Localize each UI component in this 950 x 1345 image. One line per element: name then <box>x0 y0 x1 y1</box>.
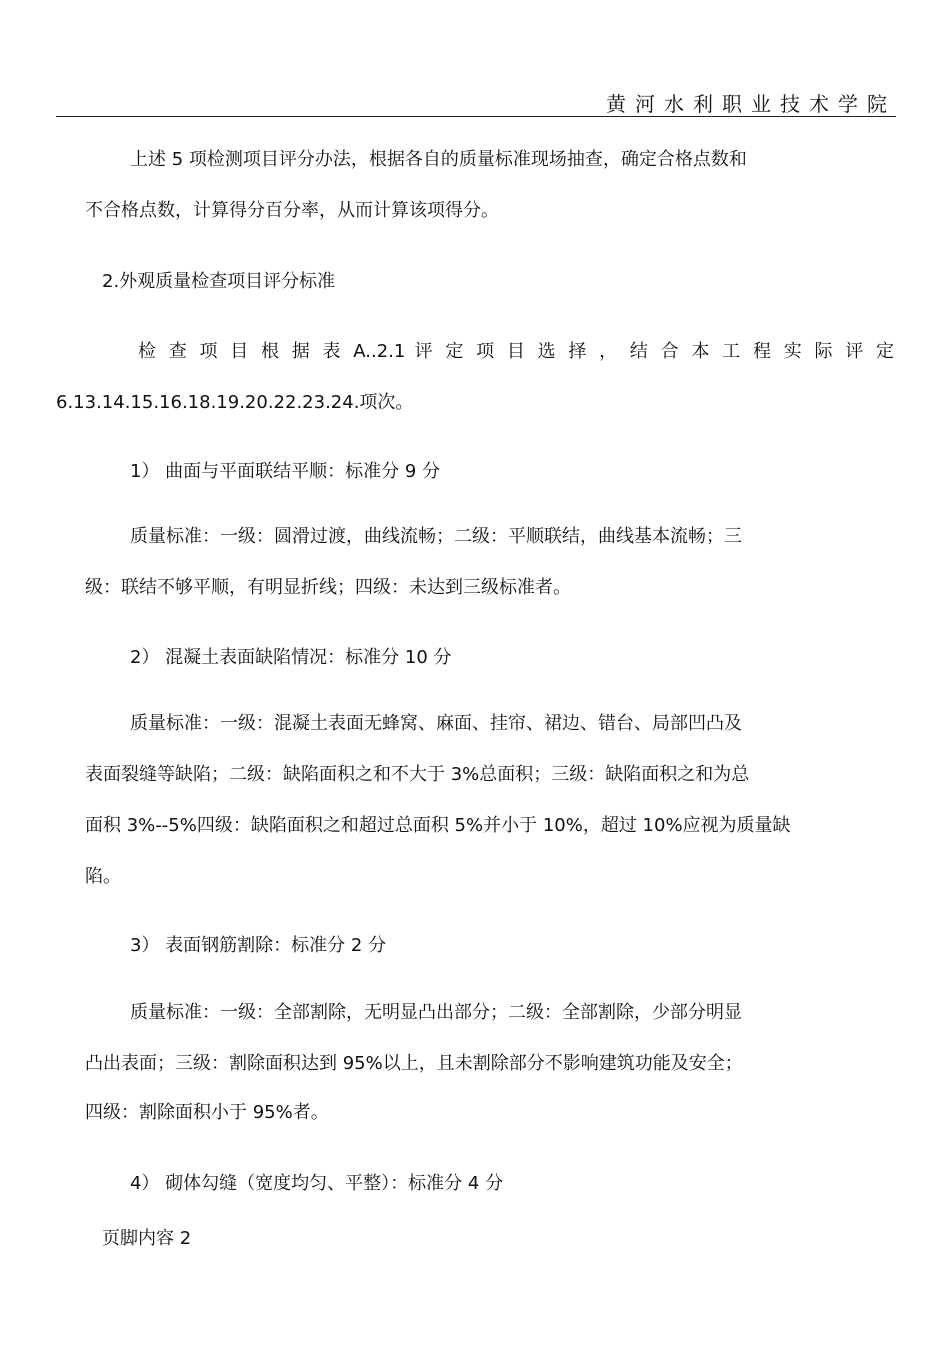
paragraph-line: 6.13.14.15.16.18.19.20.22.23.24.项次。 <box>56 392 414 413</box>
paragraph-line: 面积 3%--5%四级：缺陷面积之和超过总面积 5%并小于 10%，超过 10%应视为质量缺 <box>85 815 791 836</box>
paragraph-line: 陷。 <box>85 866 121 887</box>
paragraph-line: 质量标准：一级：全部割除，无明显凸出部分；二级：全部割除，少部分明显 <box>130 1002 742 1023</box>
section-heading: 2.外观质量检查项目评分标准 <box>102 271 336 292</box>
paragraph-line: 质量标准：一级：圆滑过渡，曲线流畅；二级：平顺联结，曲线基本流畅；三 <box>130 526 742 547</box>
header-title: 黄河水利职业技术学院 <box>606 92 896 116</box>
item-heading: 4） 砌体勾缝（宽度均匀、平整）：标准分 4 分 <box>130 1173 504 1194</box>
paragraph-line: 四级：割除面积小于 95%者。 <box>85 1102 329 1123</box>
paragraph-line: 级：联结不够平顺，有明显折线；四级：未达到三级标准者。 <box>85 577 571 598</box>
paragraph-line: 不合格点数，计算得分百分率，从而计算该项得分。 <box>85 200 499 221</box>
page-header <box>56 88 896 117</box>
page-footer: 页脚内容 2 <box>102 1228 192 1249</box>
paragraph-line: 表面裂缝等缺陷；二级：缺陷面积之和不大于 3%总面积；三级：缺陷面积之和为总 <box>85 764 750 785</box>
item-heading: 2） 混凝土表面缺陷情况：标准分 10 分 <box>130 647 452 668</box>
paragraph-line: 上述 5 项检测项目评分办法，根据各自的质量标准现场抽查，确定合格点数和 <box>130 149 747 170</box>
paragraph-line: 检 查 项 目 根 据 表 A..2.1 评 定 项 目 选 择 ， 结 合 本 工 程 实 际 评 定 <box>138 341 894 362</box>
paragraph-line: 质量标准：一级：混凝土表面无蜂窝、麻面、挂帘、裙边、错台、局部凹凸及 <box>130 713 742 734</box>
item-heading: 1） 曲面与平面联结平顺：标准分 9 分 <box>130 461 441 482</box>
paragraph-line: 凸出表面；三级：割除面积达到 95%以上，且未割除部分不影响建筑功能及安全； <box>85 1053 743 1074</box>
item-heading: 3） 表面钢筋割除：标准分 2 分 <box>130 935 387 956</box>
